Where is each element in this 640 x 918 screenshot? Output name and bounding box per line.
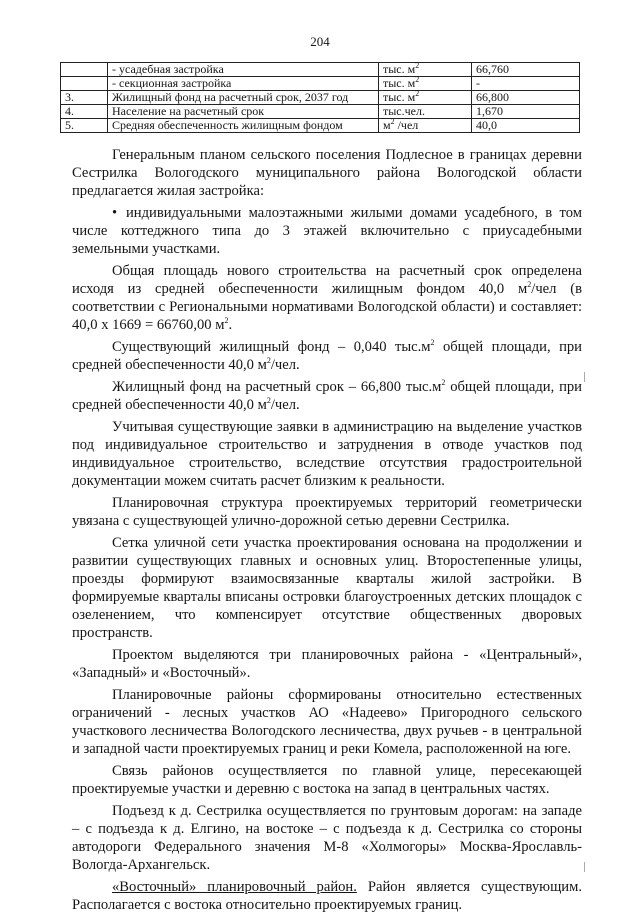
row-unit: тыс. $м^2$ xyxy=(379,91,472,105)
scan-mark xyxy=(584,862,585,872)
housing-table xyxy=(60,62,580,133)
paragraph-constraints: Планировочные районы сформированы относительно естественных ограничений - лесных участков АО «Надеево» Пригородного сельского участкового лесничества Вологодского лесничества, двух ручьев - в центральной и западной части проектируемых границ и реки Комела, расположенной на юге. xyxy=(72,687,582,757)
row-unit: тыс.чел. xyxy=(379,105,472,119)
table-row xyxy=(61,63,580,77)
paragraph-target-fund: Жилищный фонд на расчетный срок – 66,800 $тыс.м^2$ общей площади, при средней обеспеченности 40,0 $м^2$/чел. xyxy=(72,378,582,413)
row-unit: $м^2$ /чел xyxy=(379,119,472,133)
row-value: 66,800 xyxy=(472,91,580,105)
row-unit: тыс. $м^2$ xyxy=(379,77,472,91)
row-value: 66,760 xyxy=(472,63,580,77)
bullet-icon: • xyxy=(112,205,118,221)
row-name: Средняя обеспеченность жилищным фондом xyxy=(108,119,379,133)
paragraph-access: Подъезд к д. Сестрилка осуществляется по грунтовым дорогам: на западе – с подъезда к д. Елгино, на востоке – с подъезда к д. Сестрилка со стороны автодороги Федерального значения М-8 «Холмогоры» Москва-Ярославль-Вологда-Архангельск. xyxy=(72,803,582,873)
row-name: - усадебная застройка xyxy=(108,63,379,77)
paragraph-existing-fund: Существующий жилищный фонд – 0,040 $тыс.м^2$ общей площади, при средней обеспеченности 40,0 $м^2$/чел. xyxy=(72,338,582,373)
body-text xyxy=(72,146,582,918)
paragraph-street-grid: Сетка уличной сети участка проектирования основана на продолжении и развитии существующих главных и основных улиц. Второстепенные улицы, проезды формируют взаимосвязанные кварталы жилой застройки. В формируемые кварталы вписаны островки благоустроенных детских площадок с озеленением, что компенсирует отсутствие общественных дворовых пространств. xyxy=(72,535,582,641)
row-number xyxy=(61,63,108,77)
table-row xyxy=(61,119,580,133)
paragraph-east-district: «Восточный» планировочный район. Район является существующим. Располагается с востока относительно проектируемых границ. xyxy=(72,879,582,913)
page-number: 204 xyxy=(310,34,330,49)
row-number: 4. xyxy=(61,105,108,119)
row-value: - xyxy=(472,77,580,91)
row-value: 1,670 xyxy=(472,105,580,119)
paragraph-districts: Проектом выделяются три планировочных района - «Центральный», «Западный» и «Восточный». xyxy=(72,647,582,681)
east-district-heading: «Восточный» планировочный район. xyxy=(112,879,357,895)
paragraph-intro: Генеральным планом сельского поселения Подлесное в границах деревни Сестрилка Вологодского муниципального района Вологодской области предлагается жилая застройка: xyxy=(72,147,582,199)
paragraph-applications: Учитывая существующие заявки в администрацию на выделение участков под индивидуальное строительство и затруднения в отводе участков под индивидуальное строительство, вследствие отсутствия градостроительной документации можем считать расчет близким к реальности. xyxy=(72,419,582,489)
paragraph-structure: Планировочная структура проектируемых территорий геометрически увязана с существующей улично-дорожной сетью деревни Сестрилка. xyxy=(72,495,582,529)
row-number: 3. xyxy=(61,91,108,105)
row-name: Жилищный фонд на расчетный срок, 2037 год xyxy=(108,91,379,105)
row-name: - секционная застройка xyxy=(108,77,379,91)
table-row xyxy=(61,105,580,119)
table-row xyxy=(61,77,580,91)
table-row xyxy=(61,91,580,105)
row-name: Население на расчетный срок xyxy=(108,105,379,119)
row-unit: тыс. $м^2$ xyxy=(379,63,472,77)
paragraph-bullet: • индивидуальными малоэтажными жилыми домами усадебного, в том числе коттеджного типа до 3 этажей включительно с приусадебными земельными участками. xyxy=(72,205,582,257)
paragraph-connection: Связь районов осуществляется по главной улице, пересекающей проектируемые участки и деревню с востока на запад в центральных частях. xyxy=(72,763,582,797)
scan-mark xyxy=(584,372,585,382)
row-value: 40,0 xyxy=(472,119,580,133)
row-number xyxy=(61,77,108,91)
paragraph-area: Общая площадь нового строительства на расчетный срок определена исходя из средней обеспеченности жилищным фондом 40,0 $м^2$/чел (в соответствии с Региональными нормативами Вологодской области) и составляет: 40,0 х 1669 = 66760,00 $м^2$. xyxy=(72,263,582,333)
row-number: 5. xyxy=(61,119,108,133)
